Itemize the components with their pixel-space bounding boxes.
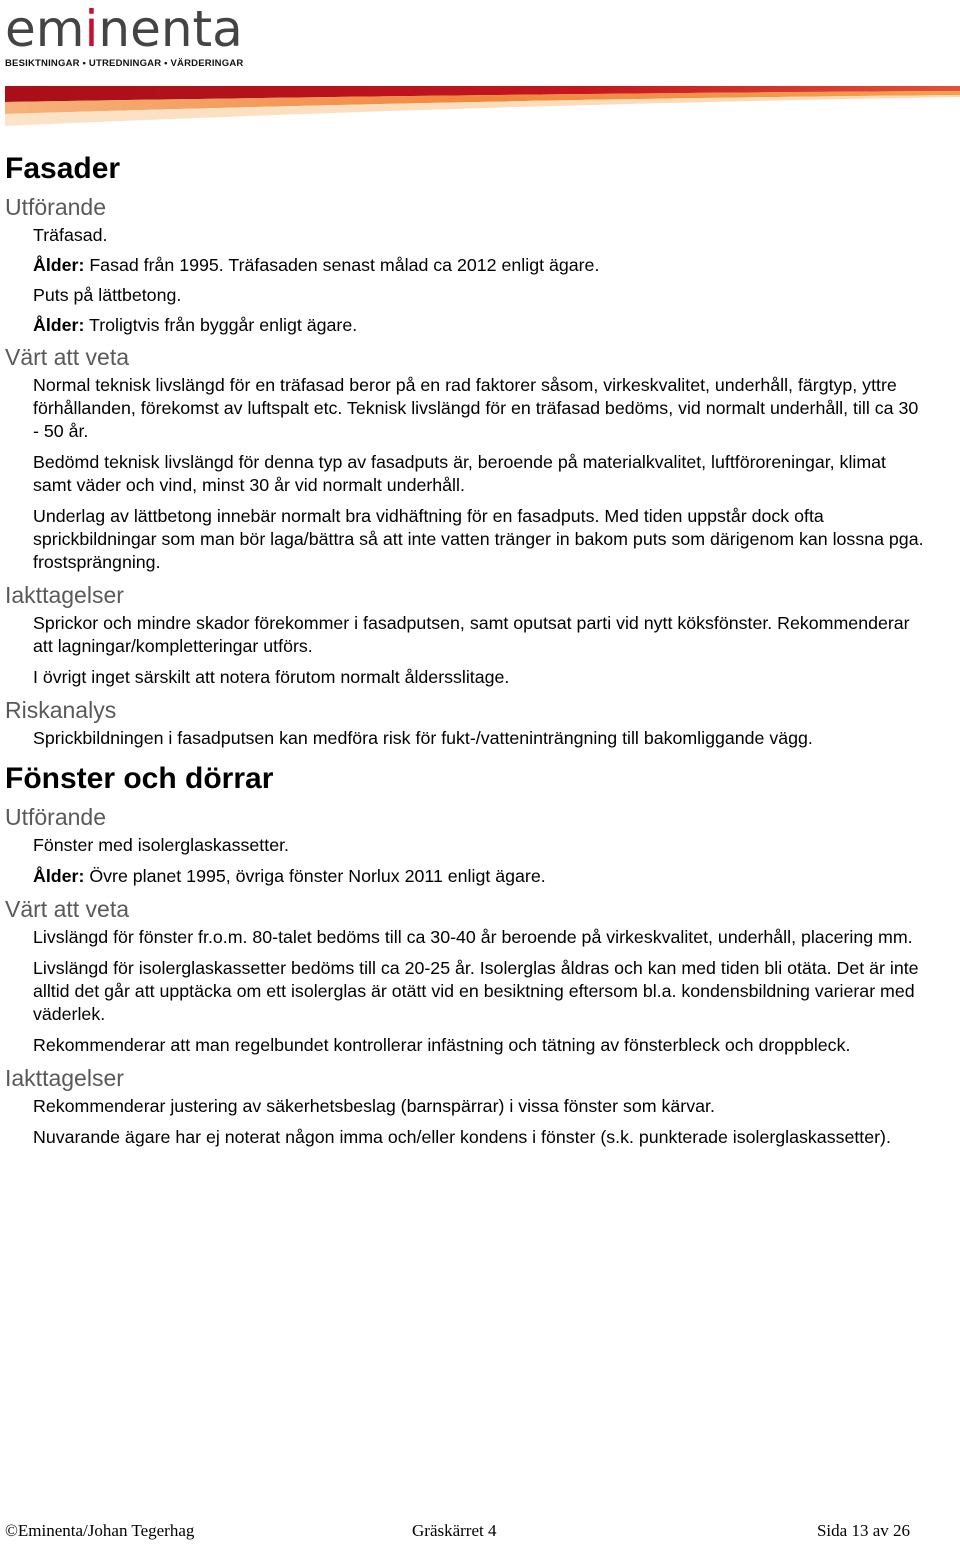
section-fasader <box>5 152 925 750</box>
utforande-item <box>33 314 925 337</box>
item-text: Träfasad. <box>33 225 108 245</box>
body-paragraph: Rekommenderar att man regelbundet kontrollerar infästning och tätning av fönsterbleck och droppbleck. <box>33 1035 851 1055</box>
header-banner <box>5 84 960 128</box>
item-label: Ålder: <box>33 315 85 335</box>
logo-accent-letter: i <box>84 0 99 58</box>
logo-tagline: BESIKTNINGAR • UTREDNINGAR • VÄRDERINGAR <box>5 58 244 69</box>
body-paragraph: Livslängd för isolerglaskassetter bedöms till ca 20-25 år. Isolerglas åldras och kan med tiden bli otäta. Det är inte alltid det går att upptäcka om ett isolerglas är otätt vid en besiktning eftersom bl.a. kondensbildning varierar med väderlek. <box>33 958 919 1024</box>
body-paragraph: Rekommenderar justering av säkerhetsbeslag (barnspärrar) i vissa fönster som kärvar. <box>33 1096 715 1116</box>
body-paragraph: Sprickor och mindre skador förekommer i fasadputsen, samt oputsat parti vid nytt köksfönster. Rekommenderar att lagningar/kompletteringar utförs. <box>33 613 910 656</box>
section-title: Fasader <box>5 152 121 185</box>
body-paragraph: Underlag av lättbetong innebär normalt bra vidhäftning för en fasadputs. Med tiden uppstår dock ofta sprickbildningar som man bör laga/bättra så att inte vatten tränger in bakom puts som därigenom kan lossna pga. frostsprängning. <box>33 506 924 572</box>
subheading-vart-att-veta: Värt att veta <box>5 344 130 370</box>
utforande-item <box>33 284 925 307</box>
footer-copyright: ©Eminenta/Johan Tegerhag <box>5 1521 195 1540</box>
body-paragraph: Nuvarande ägare har ej noterat någon imma och/eller kondens i fönster (s.k. punkterade isolerglaskassetter). <box>33 1127 891 1147</box>
utforande-item <box>33 224 925 247</box>
body-paragraph: Bedömd teknisk livslängd för denna typ av fasadputs är, beroende på materialkvalitet, luftföroreningar, klimat samt väder och vind, minst 30 år vid normalt underhåll. <box>33 452 886 495</box>
body-paragraph: Livslängd för fönster fr.o.m. 80-talet bedöms till ca 30-40 år beroende på virkeskvalitet, underhåll, placering mm. <box>33 927 913 947</box>
subheading-vart-att-veta: Värt att veta <box>5 896 130 922</box>
item-text: Fasad från 1995. Träfasaden senast målad ca 2012 enligt ägare. <box>84 255 600 275</box>
report-content <box>5 142 925 1157</box>
subheading-utforande: Utförande <box>5 804 107 830</box>
section-fonster-och-dorrar <box>5 762 925 1149</box>
footer-page-number: Sida 13 av 26 <box>816 1521 910 1540</box>
item-text: Fönster med isolerglaskassetter. <box>33 835 289 855</box>
body-paragraph: I övrigt inget särskilt att notera förutom normalt åldersslitage. <box>33 667 510 687</box>
page-footer <box>5 1521 910 1545</box>
section-title: Fönster och dörrar <box>5 762 274 795</box>
item-text: Puts på lättbetong. <box>33 285 182 305</box>
footer-address: Gräskärret 4 <box>412 1521 497 1540</box>
brand-logo <box>5 2 245 69</box>
utforande-item <box>33 834 925 857</box>
item-text: Troligtvis från byggår enligt ägare. <box>84 315 358 335</box>
subheading-riskanalys: Riskanalys <box>5 697 117 723</box>
subheading-utforande: Utförande <box>5 194 107 220</box>
item-text: Övre planet 1995, övriga fönster Norlux 2011 enligt ägare. <box>84 866 546 886</box>
item-label: Ålder: <box>33 255 85 275</box>
logo-part: nenta <box>98 0 243 58</box>
logo-part: em <box>5 0 85 58</box>
subheading-iakttagelser: Iakttagelser <box>5 582 124 608</box>
body-paragraph: Sprickbildningen i fasadputsen kan medföra risk för fukt-/vatteninträngning till bakomliggande vägg. <box>33 728 813 748</box>
logo-wordmark <box>5 2 245 56</box>
subheading-iakttagelser: Iakttagelser <box>5 1065 124 1091</box>
utforande-item <box>33 254 925 277</box>
body-paragraph: Normal teknisk livslängd för en träfasad beror på en rad faktorer såsom, virkeskvalitet, underhåll, färgtyp, yttre förhållanden, förekomst av luftspalt etc. Teknisk livslängd för en träfasad bedöms, vid normalt underhåll, till ca 30 - 50 år. <box>33 375 919 441</box>
utforande-item <box>33 865 925 888</box>
item-label: Ålder: <box>33 866 85 886</box>
